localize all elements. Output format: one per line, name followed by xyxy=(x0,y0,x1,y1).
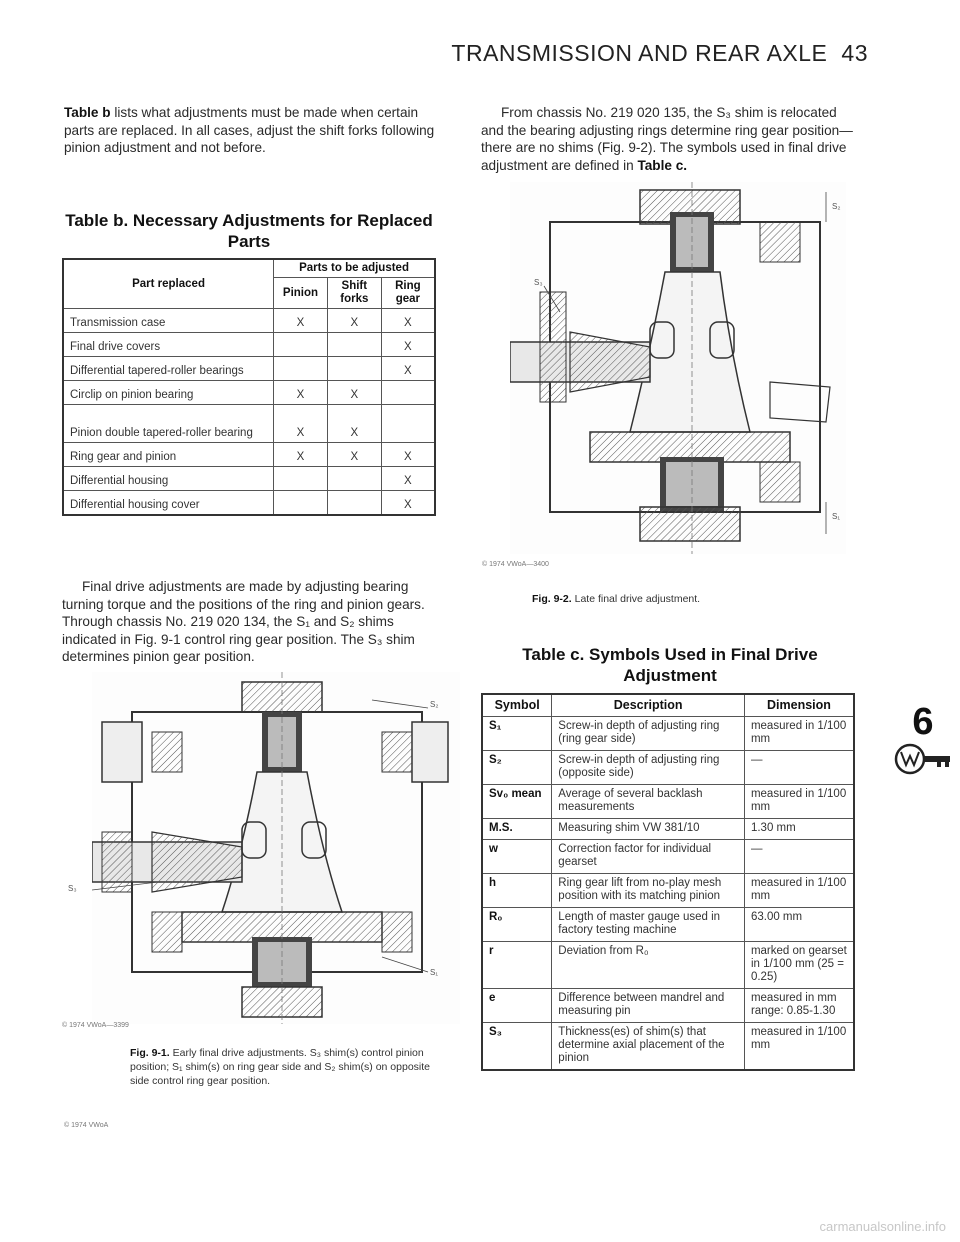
figure-9-2 xyxy=(510,182,846,554)
table-row: w Correction factor for individual gearset — xyxy=(482,839,854,873)
intro-paragraph: Table b lists what adjustments must be made when certain parts are replaced. In all cases, adjust the shift forks following pinion adjustment and not before. xyxy=(64,105,435,156)
table-row: Ring gear and pinion X X X xyxy=(63,443,435,467)
final-drive-drawing-late xyxy=(510,182,846,554)
table-b-header-part: Part replaced xyxy=(63,259,274,309)
table-row: Circlip on pinion bearing X X xyxy=(63,381,435,405)
table-b-title: Table b. Necessary Adjustments for Replaced Parts xyxy=(65,211,433,251)
chapter-title: TRANSMISSION AND REAR AXLE xyxy=(451,40,828,66)
label-s2: S₂ xyxy=(832,202,841,211)
chapter-number: 6 xyxy=(912,701,934,743)
table-b xyxy=(62,258,436,516)
final-drive-drawing-early xyxy=(92,672,460,1024)
table-c-header-description: Description xyxy=(552,694,745,716)
table-c-header-symbol: Symbol xyxy=(482,694,552,716)
figure-2-label: Fig. 9-2. xyxy=(532,593,572,605)
table-row: Final drive covers X xyxy=(63,333,435,357)
label-s2: S₂ xyxy=(430,700,439,709)
vw-logo-key-icon xyxy=(893,742,953,776)
table-row: Differential tapered-roller bearings X xyxy=(63,357,435,381)
table-row: e Difference between mandrel and measuring pin measured in mm range: 0.85-1.30 xyxy=(482,988,854,1022)
figure-2-credit: © 1974 VWoA—3400 xyxy=(482,561,549,568)
page-number: 43 xyxy=(841,40,868,66)
figure-2-caption: Fig. 9-2. Late final drive adjustment. xyxy=(532,593,701,605)
table-row: r Deviation from R₀ marked on gearset in 1/100 mm (25 = 0.25) xyxy=(482,941,854,988)
table-row: R₀ Length of master gauge used in factory testing machine 63.00 mm xyxy=(482,907,854,941)
label-s3: S₃ xyxy=(534,278,543,287)
table-b-header-group: Parts to be adjusted xyxy=(274,259,435,278)
chapter-tab xyxy=(893,702,953,781)
footer-credit: © 1974 VWoA xyxy=(64,1122,109,1129)
label-s3: S₃ xyxy=(68,884,77,893)
table-c-title: Table c. Symbols Used in Final Drive Adjustment xyxy=(522,645,818,685)
table-row: S₂ Screw-in depth of adjusting ring (opposite side) — xyxy=(482,750,854,784)
table-c-reference: Table c. xyxy=(637,157,688,173)
table-row: M.S. Measuring shim VW 381/10 1.30 mm xyxy=(482,818,854,839)
final-drive-paragraph: Final drive adjustments are made by adjusting bearing turning torque and the positions of the ring and pinion gears. Through chassis No. 219 020 134, the S₁ and S₂ shims indicated in Fig. 9-1 control ring gear position. The S₃ shim determines pinion gear position. xyxy=(62,579,425,665)
label-s1: S₁ xyxy=(832,512,841,521)
figure-9-1 xyxy=(68,672,460,1024)
table-b-header-ring: Ring gear xyxy=(381,278,435,309)
figure-1-label: Fig. 9-1. xyxy=(130,1047,170,1059)
table-row: Sv₀ mean Average of several backlash measurements measured in 1/100 mm xyxy=(482,784,854,818)
table-row: S₁ Screw-in depth of adjusting ring (ring gear side) measured in 1/100 mm xyxy=(482,716,854,750)
table-row: Transmission case X X X xyxy=(63,309,435,333)
table-row: Differential housing X xyxy=(63,467,435,491)
table-b-header-shift: Shift forks xyxy=(327,278,381,309)
figure-1-caption: Fig. 9-1. Early final drive adjustments. S₃ shim(s) control pinion position; S₁ shim(s) on ring gear side and S₂ shim(s) on opposite side control ring gear position. xyxy=(130,1047,431,1087)
table-b-reference: Table b xyxy=(64,105,111,120)
table-c xyxy=(481,693,855,1071)
table-c-header-dimension: Dimension xyxy=(744,694,854,716)
chassis-paragraph: From chassis No. 219 020 135, the S₃ shim is relocated and the bearing adjusting rings determine ring gear position—there are no shims (Fig. 9-2). The symbols used in final drive adjustment are defined in Table c. xyxy=(481,105,853,173)
running-head xyxy=(451,40,868,67)
table-row: Pinion double tapered-roller bearing X X xyxy=(63,405,435,443)
table-row: S₃ Thickness(es) of shim(s) that determine axial placement of the pinion measured in 1/100 mm xyxy=(482,1022,854,1070)
table-b-header-pinion: Pinion xyxy=(274,278,328,309)
watermark: carmanualsonline.info xyxy=(819,1219,946,1234)
table-row: Differential housing cover X xyxy=(63,491,435,515)
table-row: h Ring gear lift from no-play mesh position with its matching pinion measured in 1/100 mm xyxy=(482,873,854,907)
label-s1: S₁ xyxy=(430,968,439,977)
figure-1-credit: © 1974 VWoA—3399 xyxy=(62,1022,129,1029)
